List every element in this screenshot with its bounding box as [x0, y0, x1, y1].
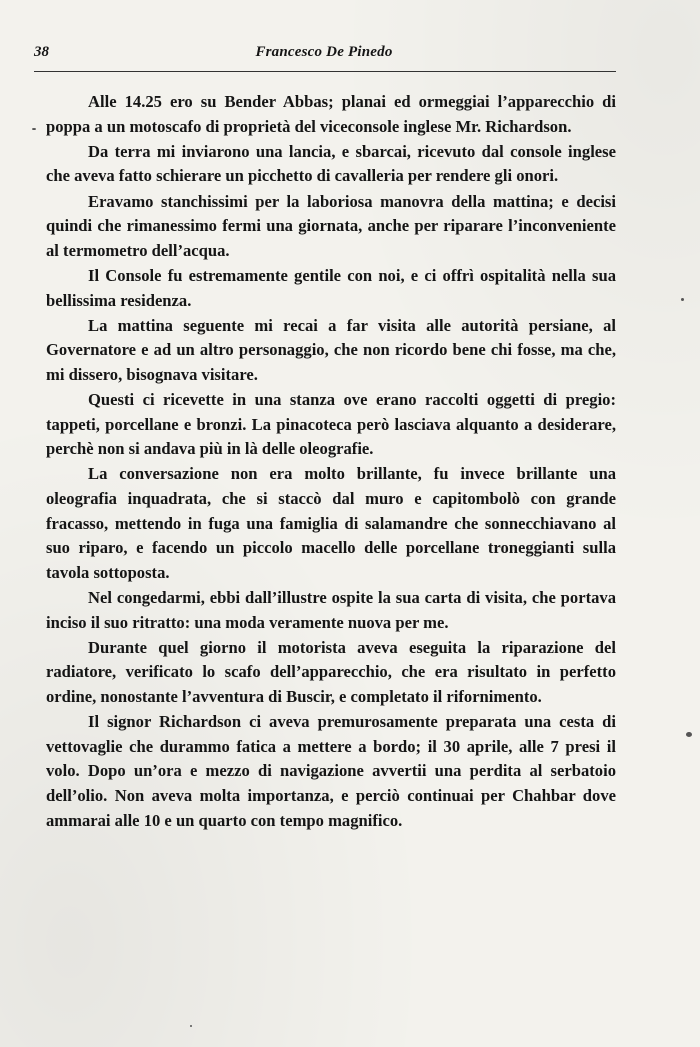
page-number: 38 [34, 44, 49, 60]
running-head: Francesco De Pinedo [255, 44, 393, 60]
header-rule [34, 71, 616, 72]
paragraph: Il signor Richardson ci aveva premurosamente preparata una cesta di vettovaglie che durammo fatica a mettere a bordo; il 30 aprile, alle 7 presi il volo. Dopo un’ora e mezzo di navigazione avvertii una perdita al serbatoio dell’olio. Non aveva molta importanza, e perciò continuai per Chahbar dove ammarai alle 10 e un quarto con tempo magnifico. [46, 712, 616, 830]
paragraph: Il Console fu estremamente gentile con noi, e ci offrì ospitalità nella sua bellissima residenza. [46, 265, 616, 310]
paragraph: Durante quel giorno il motorista aveva eseguita la riparazione del radiatore, verificato lo scafo dell’apparecchio, che era risultato in perfetto ordine, nonostante l’avventura di Buscir, e completato il rifornimento. [46, 637, 616, 706]
paragraph: La conversazione non era molto brillante, fu invece brillante una oleografia inquadrata, che si staccò dal muro e capitombolò con grande fracasso, mettendo in fuga una famiglia di salamandre che sonnecchiavano al suo riparo, e facendo un piccolo macello delle porcellane troneggianti sulla tavola sottoposta. [46, 464, 616, 582]
print-speck [686, 732, 692, 737]
print-speck [32, 128, 36, 130]
paragraph: Questi ci ricevette in una stanza ove erano raccolti oggetti di pregio: tappeti, porcellane e bronzi. La pinacoteca però lasciava alquanto a desiderare, perchè non si andava più in là delle oleografie. [46, 390, 616, 459]
paragraph: Nel congedarmi, ebbi dall’illustre ospite la sua carta di visita, che portava inciso il suo ritratto: una moda veramente nuova per me. [46, 588, 616, 632]
paragraph: Alle 14.25 ero su Bender Abbas; planai ed ormeggiai l’apparecchio di poppa a un motoscafo di proprietà del viceconsole inglese Mr. Richardson. [46, 92, 616, 136]
print-speck [190, 1025, 192, 1027]
paragraph: Eravamo stanchissimi per la laboriosa manovra della mattina; e decisi quindi che rimanessimo fermi una giornata, anche per riparare l’inconveniente al termometro dell’acqua. [46, 191, 616, 260]
paragraph: Da terra mi inviarono una lancia, e sbarcai, ricevuto dal console inglese che aveva fatto schierare un picchetto di cavalleria per rendere gli onori. [46, 141, 616, 186]
page-header [34, 44, 614, 74]
body-text [46, 90, 616, 834]
paragraph: La mattina seguente mi recai a far visita alle autorità persiane, al Governatore e ad un altro personaggio, che non ricordo bene chi fosse, ma che, mi dissero, bisognava visitare. [46, 315, 616, 384]
print-speck [681, 298, 684, 301]
